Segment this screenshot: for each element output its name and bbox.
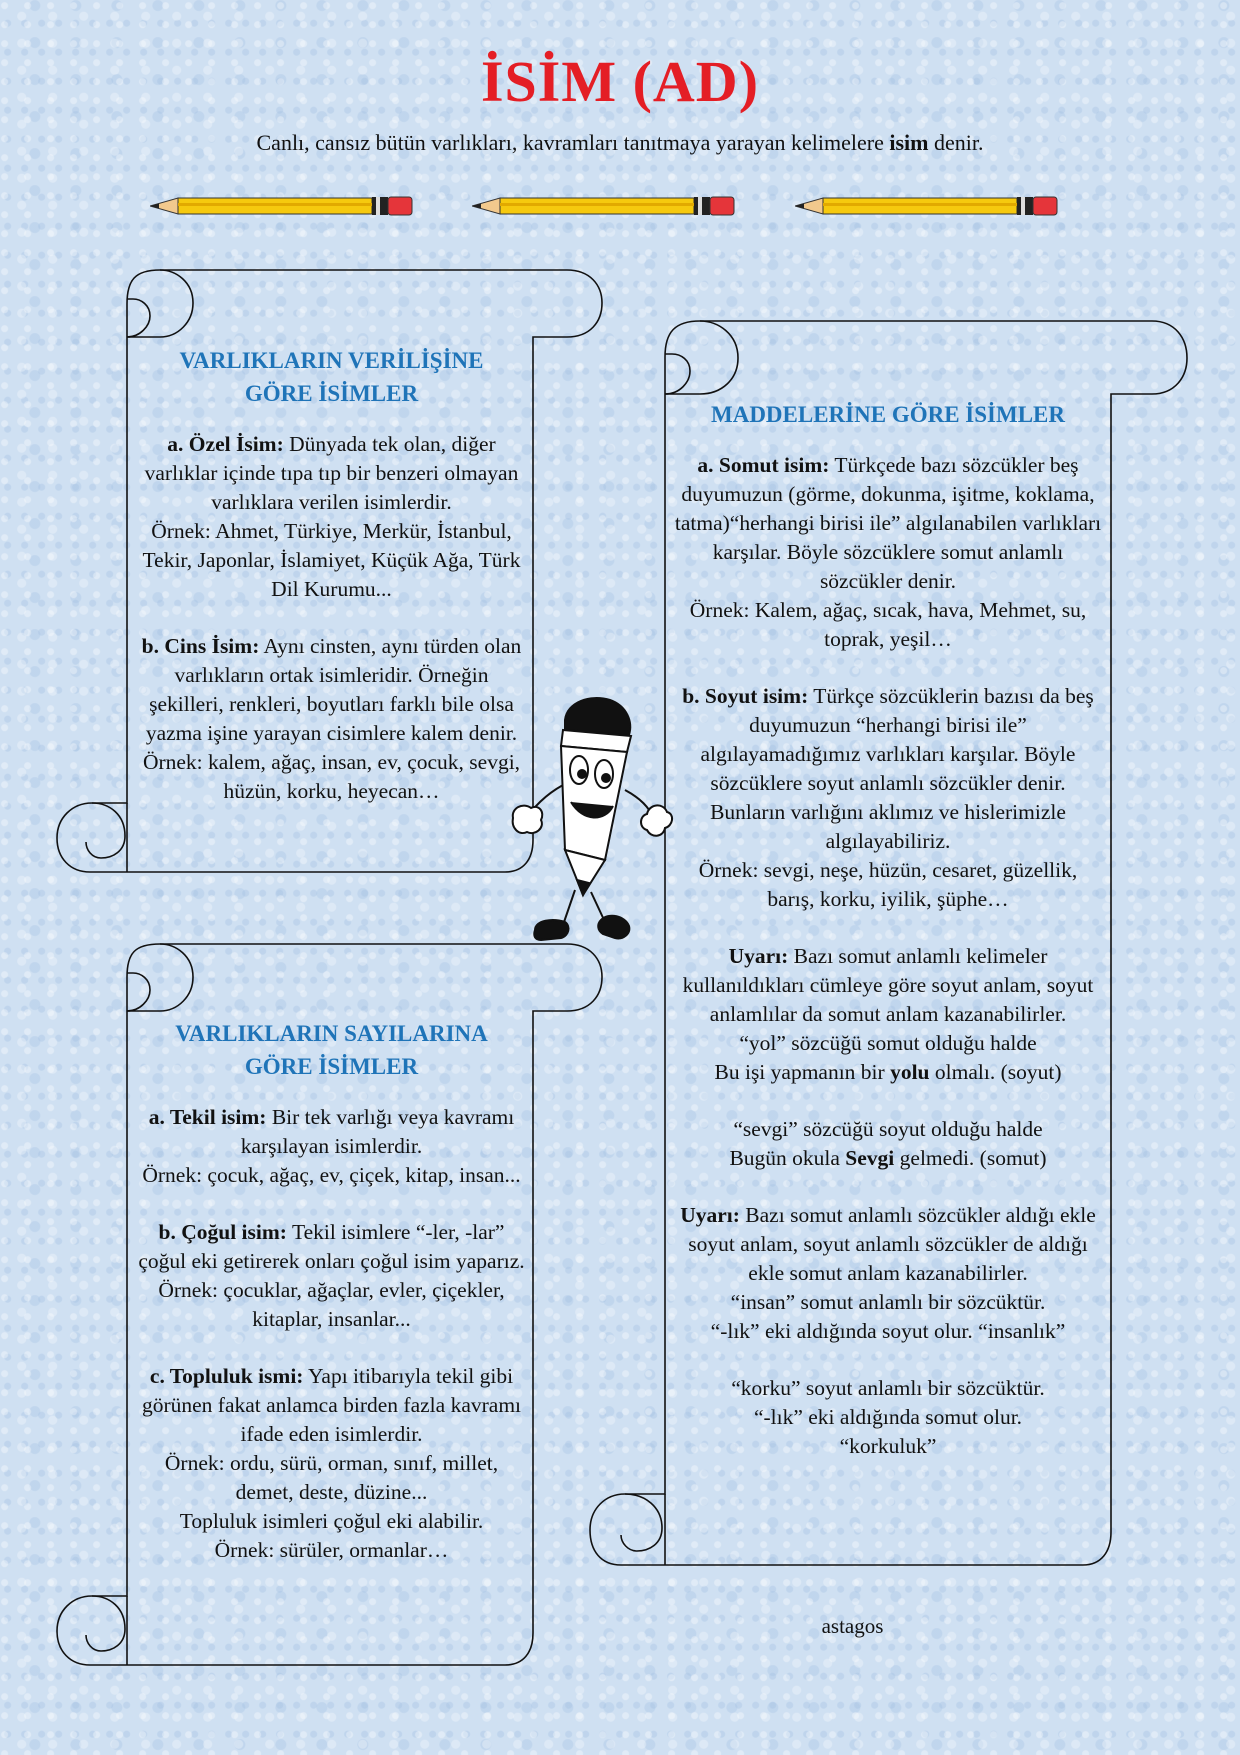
- page-title: İSİM (AD): [480, 49, 760, 114]
- cins-isim-paragraph: b. Cins İsim: Aynı cinsten, aynı türden olan varlıkların ortak isimleridir. Örneğin şekilleri, renkleri, boyutları farklı bile olsa yazma işine yarayan cisimlere kalem denir. Örnek: kalem, ağaç, insan, ev, çocuk, sevgi, hüzün, korku, heyecan…: [141, 634, 522, 803]
- ozel-isim-paragraph: a. Özel İsim: Dünyada tek olan, diğer varlıklar içinde tıpa tıp bir benzeri olmayan varlıklara verilen isimlerdir. Örnek: Ahmet, Türkiye, Merkür, İstanbul, Tekir, Japonlar, İslamiyet, Küçük Ağa, Türk Dil Kurumu...: [142, 432, 521, 601]
- cogul-isim-paragraph: b. Çoğul isim: Tekil isimlere “-ler, -lar” çoğul eki getirerek onları çoğul isim yaparız. Örnek: çocuklar, ağaçlar, evler, çiçekler, kitaplar, insanlar...: [138, 1220, 525, 1331]
- uyari-2-example-paragraph: “korku” soyut anlamlı bir sözcüktür. “-lık” eki aldığında somut olur. “korkuluk”: [731, 1376, 1045, 1458]
- intro-text: Canlı, cansız bütün varlıkları, kavramları tanıtmaya yarayan kelimelere isim denir.: [256, 130, 984, 155]
- somut-isim-paragraph: a. Somut isim: Türkçede bazı sözcükler beş duyumuzun (görme, dokunma, işitme, koklama, tatma)“herhangi birisi ile” algılanabilen varlıkları karşılar. Böyle sözcüklere somut anlamlı sözcükler denir. Örnek: Kalem, ağaç, sıcak, hava, Mehmet, su, toprak, yeşil…: [674, 453, 1102, 651]
- box-heading: MADDELERİNE GÖRE İSİMLER: [711, 402, 1065, 427]
- box-sayi: [138, 1017, 525, 1565]
- uyari-1-example-paragraph: “sevgi” sözcüğü soyut olduğu halde Bugün okula Sevgi gelmedi. (somut): [729, 1117, 1047, 1170]
- author-credit: astagos: [821, 1614, 884, 1638]
- pencil-mascot-icon: [505, 690, 675, 960]
- uyari-1-paragraph: Uyarı: Bazı somut anlamlı kelimeler kullanıldıkları cümleye göre soyut anlam, soyut anlamlılar da somut anlam kazanabilirler. “yol” sözcüğü somut olduğu halde Bu işi yapmanın bir yolu olmalı. (soyut): [682, 944, 1094, 1084]
- box-verilis: [138, 344, 525, 806]
- box-heading: VARLIKLARIN VERİLİŞİNE GÖRE İSİMLER: [179, 348, 484, 406]
- uyari-2-paragraph: Uyarı: Bazı somut anlamlı sözcükler aldığı ekle soyut anlam, soyut anlamlı sözcükler de aldığı ekle somut anlam kazanabilirler. “insan” somut anlamlı bir sözcüktür. “-lık” eki aldığında soyut olur. “insanlık”: [680, 1203, 1096, 1343]
- box-madde: [673, 398, 1103, 1461]
- box-heading: VARLIKLARIN SAYILARINA GÖRE İSİMLER: [175, 1021, 488, 1079]
- soyut-isim-paragraph: b. Soyut isim: Türkçe sözcüklerin bazısı da beş duyumuzun “herhangi birisi ile” algılayamadığımız varlıkları karşılar. Böyle sözcüklere soyut anlamlı sözcükler denir. Bunların varlığını aklımız ve hislerimizle algılayabiliriz. Örnek: sevgi, neşe, hüzün, cesaret, güzellik, barış, korku, iyilik, şüphe…: [682, 684, 1094, 911]
- tekil-isim-paragraph: a. Tekil isim: Bir tek varlığı veya kavramı karşılayan isimlerdir. Örnek: çocuk, ağaç, ev, çiçek, kitap, insan...: [142, 1105, 521, 1187]
- topluluk-ismi-paragraph: c. Topluluk ismi: Yapı itibarıyla tekil gibi görünen fakat anlamca birden fazla kavramı ifade eden isimlerdir. Örnek: ordu, sürü, orman, sınıf, millet, demet, deste, düzine... Topluluk isimleri çoğul eki alabilir. Örnek: sürüler, ormanlar…: [141, 1364, 522, 1562]
